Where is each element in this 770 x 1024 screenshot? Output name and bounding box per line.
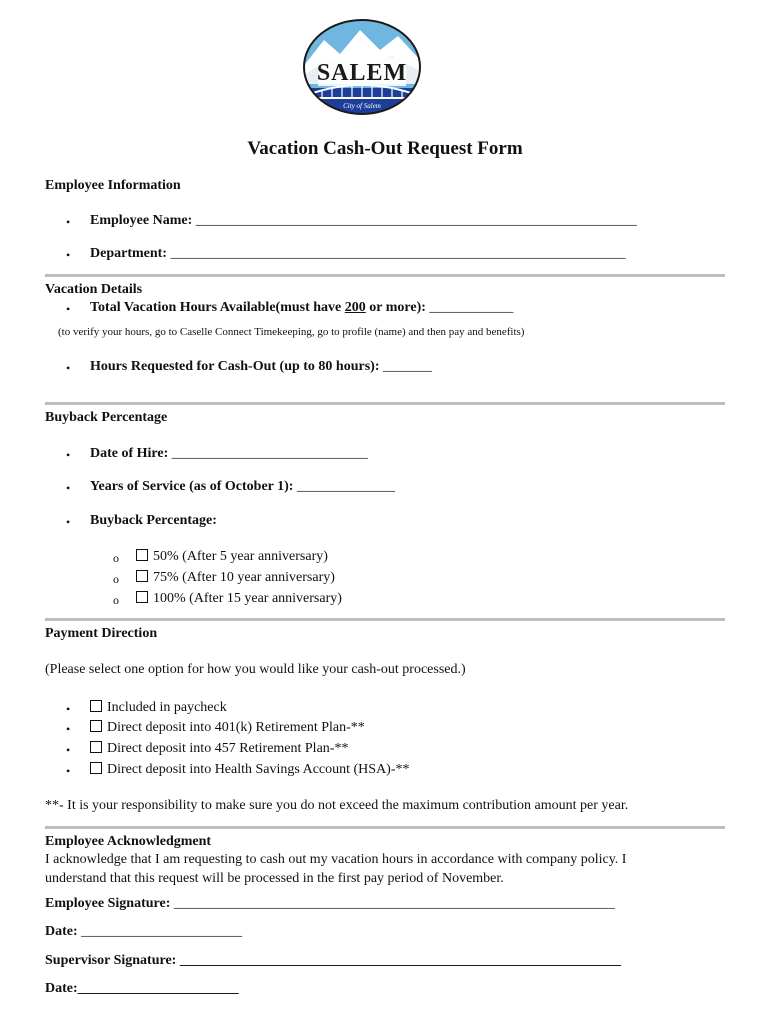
payment-option-paycheck[interactable] xyxy=(90,700,227,716)
bullet: • xyxy=(66,764,71,778)
checkbox[interactable] xyxy=(90,741,102,753)
bullet: • xyxy=(66,481,71,495)
checkbox[interactable] xyxy=(136,591,148,603)
employee-info-heading: Employee Information xyxy=(45,178,181,193)
employee-name-label: Employee Name: xyxy=(90,213,193,228)
employee-date-label: Date: xyxy=(45,924,78,939)
checkbox[interactable] xyxy=(90,762,102,774)
checkbox[interactable] xyxy=(136,570,148,582)
buyback-percentage-label: Buyback Percentage: xyxy=(90,513,217,528)
employee-name-line[interactable]: _______________________________________________________________ xyxy=(195,213,637,228)
contribution-note: **- It is your responsibility to make sure you do not exceed the maximum contribution amount per year. xyxy=(45,798,629,813)
total-hours-field[interactable] xyxy=(90,300,513,316)
department-line[interactable]: _________________________________________________________________ xyxy=(170,246,626,261)
supervisor-signature-line[interactable]: _______________________________________________________________ xyxy=(179,953,621,968)
employee-name-field[interactable] xyxy=(90,213,637,229)
supervisor-date-line[interactable]: _______________________ xyxy=(77,981,239,996)
bullet: • xyxy=(66,215,71,229)
logo-tagline: City of Salem xyxy=(343,102,381,110)
buyback-heading: Buyback Percentage xyxy=(45,410,168,425)
total-hours-label-pre: Total Vacation Hours Available(must have xyxy=(90,300,345,315)
bullet: • xyxy=(66,722,71,736)
employee-signature-line[interactable]: _______________________________________________________________ xyxy=(173,896,615,911)
sub-bullet: o xyxy=(113,551,119,565)
buyback-option-label: 50% (After 5 year anniversary) xyxy=(153,549,328,564)
logo-text: SALEM xyxy=(316,60,408,86)
date-of-hire-field[interactable] xyxy=(90,446,368,462)
payment-instruction: (Please select one option for how you would like your cash-out processed.) xyxy=(45,662,466,677)
hours-requested-field[interactable] xyxy=(90,359,432,375)
form-title: Vacation Cash-Out Request Form xyxy=(247,138,523,159)
years-of-service-field[interactable] xyxy=(90,479,395,495)
section-divider xyxy=(45,274,725,277)
payment-option-401k[interactable] xyxy=(90,720,365,736)
ack-line-1: I acknowledge that I am requesting to cash out my vacation hours in accordance with company policy. I xyxy=(45,852,627,867)
checkbox[interactable] xyxy=(136,549,148,561)
section-divider xyxy=(45,402,725,405)
supervisor-date-label: Date: xyxy=(45,981,78,996)
payment-option-hsa[interactable] xyxy=(90,762,410,778)
supervisor-date-field[interactable] xyxy=(45,981,239,997)
bullet: • xyxy=(66,361,71,375)
sub-bullet: o xyxy=(113,572,119,586)
bullet: • xyxy=(66,702,71,716)
salem-logo xyxy=(302,18,422,116)
buyback-option-label: 100% (After 15 year anniversary) xyxy=(153,591,342,606)
employee-signature-label: Employee Signature: xyxy=(45,896,171,911)
payment-option-label: Direct deposit into 457 Retirement Plan-** xyxy=(107,741,349,756)
section-divider xyxy=(45,826,725,829)
hours-requested-label: Hours Requested for Cash-Out (up to 80 hours): xyxy=(90,359,380,374)
payment-option-label: Included in paycheck xyxy=(107,700,227,715)
date-of-hire-line[interactable]: ____________________________ xyxy=(171,446,368,461)
payment-option-label: Direct deposit into 401(k) Retirement Plan-** xyxy=(107,720,365,735)
checkbox[interactable] xyxy=(90,700,102,712)
bullet: • xyxy=(66,448,71,462)
department-field[interactable] xyxy=(90,246,625,262)
payment-option-label: Direct deposit into Health Savings Account (HSA)-** xyxy=(107,762,410,777)
buyback-option-50[interactable] xyxy=(136,549,328,565)
department-label: Department: xyxy=(90,246,167,261)
employee-signature-field[interactable] xyxy=(45,896,615,912)
bullet: • xyxy=(66,248,71,262)
employee-date-line[interactable]: _______________________ xyxy=(81,924,243,939)
bullet: • xyxy=(66,515,71,529)
checkbox[interactable] xyxy=(90,720,102,732)
total-hours-line[interactable]: ____________ xyxy=(429,300,514,315)
buyback-option-100[interactable] xyxy=(136,591,342,607)
buyback-option-label: 75% (After 10 year anniversary) xyxy=(153,570,335,585)
years-of-service-label: Years of Service (as of October 1): xyxy=(90,479,294,494)
supervisor-signature-field[interactable] xyxy=(45,953,621,969)
date-of-hire-label: Date of Hire: xyxy=(90,446,169,461)
supervisor-signature-label: Supervisor Signature: xyxy=(45,953,177,968)
vacation-heading: Vacation Details xyxy=(45,282,143,297)
bullet: • xyxy=(66,302,71,316)
sub-bullet: o xyxy=(113,593,119,607)
verify-note: (to verify your hours, go to Caselle Connect Timekeeping, go to profile (name) and then pay and benefits) xyxy=(58,326,525,338)
total-hours-label-post: or more): xyxy=(365,300,426,315)
payment-option-457[interactable] xyxy=(90,741,348,757)
employee-date-field[interactable] xyxy=(45,924,242,940)
payment-heading: Payment Direction xyxy=(45,626,158,641)
bullet: • xyxy=(66,743,71,757)
hours-requested-line[interactable]: _______ xyxy=(382,359,432,374)
section-divider xyxy=(45,618,725,621)
ack-heading: Employee Acknowledgment xyxy=(45,834,212,849)
years-of-service-line[interactable]: ______________ xyxy=(296,479,395,494)
buyback-option-75[interactable] xyxy=(136,570,335,586)
ack-line-2: understand that this request will be processed in the first pay period of November. xyxy=(45,871,504,886)
total-hours-min: 200 xyxy=(344,300,366,315)
